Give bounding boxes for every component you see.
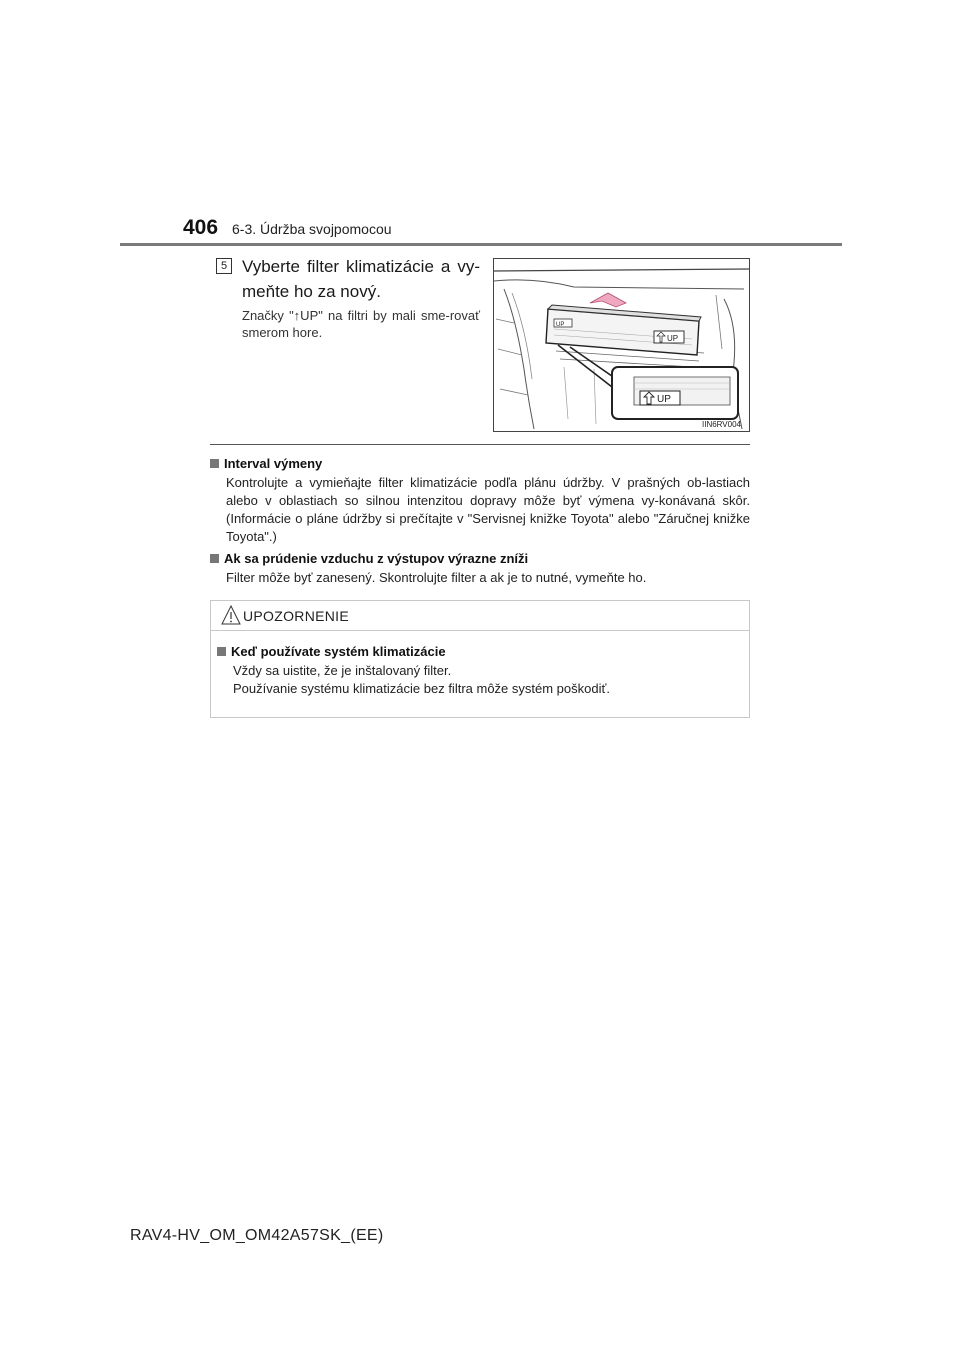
step-note: Značky "↑UP" na filtri by mali sme-rovať smerom hore.	[242, 308, 480, 340]
section-heading	[210, 455, 750, 472]
warning-content	[217, 643, 741, 698]
warning-title: UPOZORNENIE	[243, 608, 349, 624]
section-rule	[210, 444, 750, 445]
section-heading-text: Interval výmeny	[224, 456, 323, 471]
section-title: 6-3. Údržba svojpomocou	[232, 221, 392, 237]
square-bullet-icon	[210, 554, 219, 563]
square-bullet-icon	[210, 459, 219, 468]
footer-doc-code: RAV4-HV_OM_OM42A57SK_(EE)	[130, 1227, 384, 1244]
header-rule	[120, 243, 842, 246]
warning-line-2: Používanie systému klimatizácie bez filtra môže systém poškodiť.	[233, 681, 610, 696]
up-label-small: UP	[556, 322, 565, 328]
section-body: Kontrolujte a vymieňajte filter klimatizácie podľa plánu údržby. V prašných ob-lastiach alebo v oblastiach so silnou intenzitou dopravy môže byť výmena vy-konávaná skôr. (Informácie o pláne údržby si prečítajte v "Servisnej knižke Toyota" alebo "Záručnej knižke Toyota".)	[226, 475, 750, 544]
section-heading-text: Ak sa prúdenie vzduchu z výstupov výrazne zníži	[224, 551, 529, 566]
page-number: 406	[183, 216, 219, 239]
warning-heading-text: Keď používate systém klimatizácie	[231, 644, 446, 659]
warning-heading	[217, 643, 741, 660]
step-badge: 5	[216, 258, 232, 274]
step-instruction: Vyberte filter klimatizácie a vy-meňte ho za nový.	[242, 257, 480, 301]
section-interval	[210, 455, 750, 546]
filter-illustration	[493, 258, 750, 432]
warning-header	[211, 601, 749, 631]
figure-code: IIN6RV004	[702, 420, 741, 429]
section-heading	[210, 550, 750, 567]
up-label-zoom: UP	[657, 394, 671, 405]
warning-line-1: Vždy sa uistite, že je inštalovaný filter.	[233, 663, 452, 678]
section-airflow	[210, 550, 750, 587]
up-label-right: UP	[667, 334, 679, 343]
warning-triangle-icon	[221, 604, 241, 626]
warning-box	[210, 600, 750, 718]
section-body: Filter môže byť zanesený. Skontrolujte filter a ak je to nutné, vymeňte ho.	[226, 570, 647, 585]
square-bullet-icon	[217, 647, 226, 656]
